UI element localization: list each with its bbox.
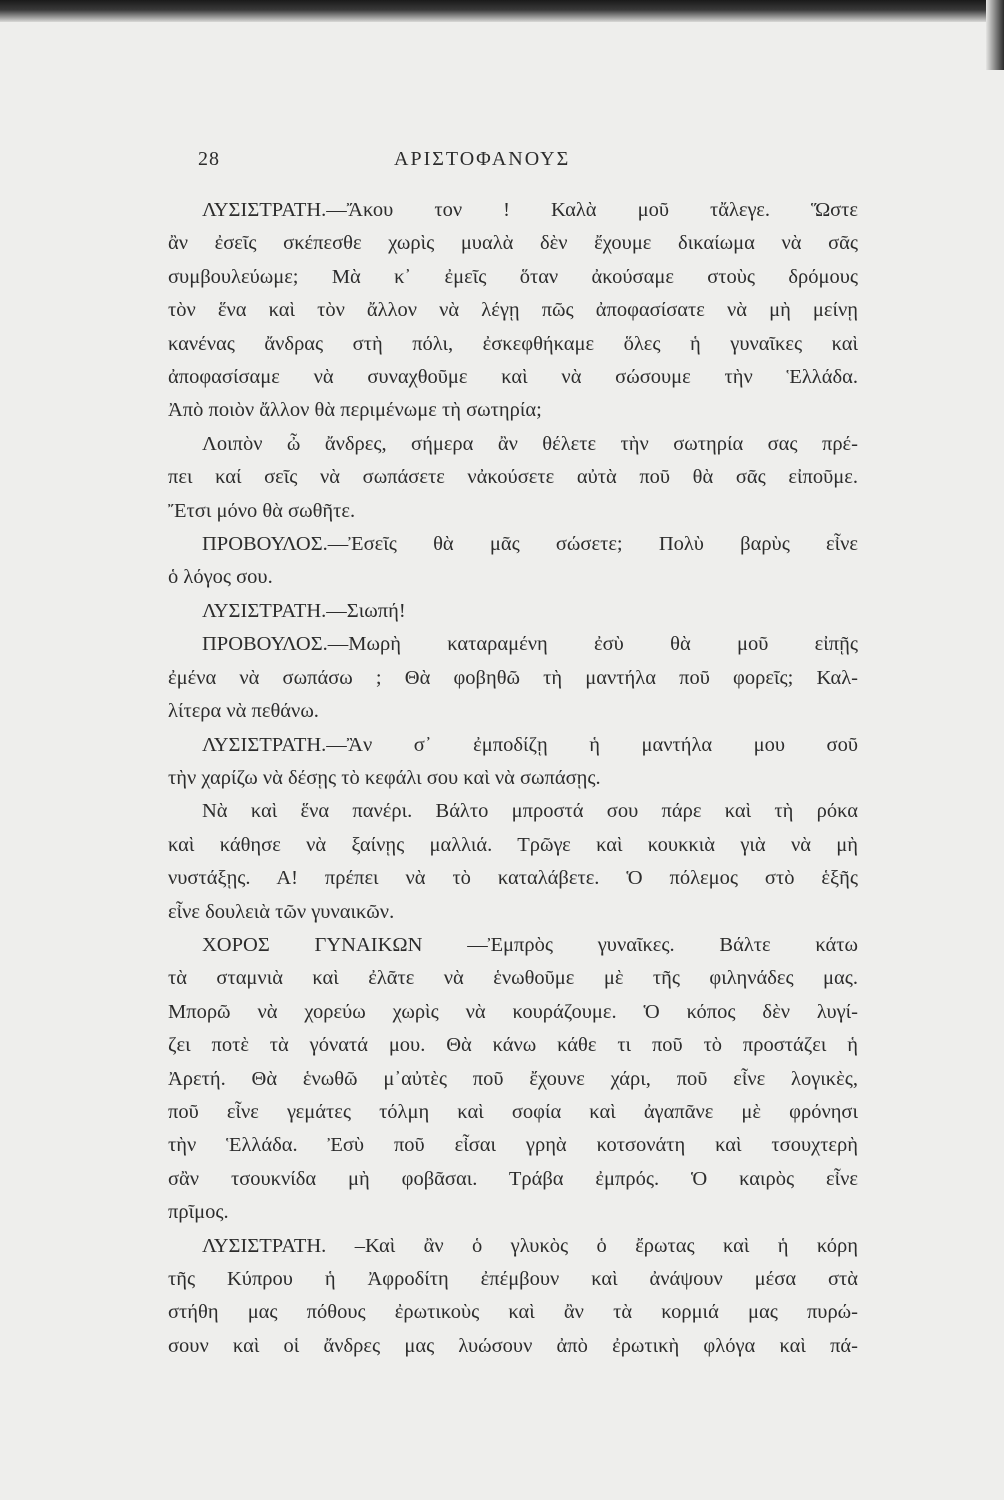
text-line: ΠΡΟΒΟΥΛΟΣ.—Ἐσεῖς θὰ μᾶς σώσετε; Πολὺ βαρὺς εἶνε	[202, 533, 858, 556]
text-line: ὁ λόγος σου.	[168, 566, 273, 589]
text-line: Ἀρετή. Θὰ ἑνωθῶ μ᾽αὐτὲς ποῦ ἔχουνε χάρι, ποῦ εἶνε λογικὲς,	[168, 1067, 858, 1090]
text-line: λίτερα νὰ πεθάνω.	[168, 700, 319, 723]
text-line: καὶ κάθησε νὰ ξαίνῃς μαλλιά. Τρῶγε καὶ κουκκιὰ γιὰ νὰ μὴ	[168, 833, 858, 856]
text-line: ΛΥΣΙΣΤΡΑΤΗ. –Καὶ ἂν ὁ γλυκὸς ὁ ἔρωτας καὶ ἡ κόρη	[202, 1234, 858, 1257]
text-line: Ἔτσι μόνο θὰ σωθῆτε.	[168, 499, 356, 522]
text-line: ποῦ εἶνε γεμάτες τόλμη καὶ σοφία καὶ ἀγαπᾶνε μὲ φρόνησι	[168, 1100, 858, 1123]
book-page	[168, 140, 858, 1363]
text-line: ΧΟΡΟΣ ΓΥΝΑΙΚΩΝ —Ἐμπρὸς γυναῖκες. Βάλτε κάτω	[202, 933, 858, 956]
text-line: τὰ σταμνιὰ καὶ ἐλᾶτε νὰ ἑνωθοῦμε μὲ τῆς φιληνάδες μας.	[168, 967, 858, 990]
text-line: ἀποφασίσαμε νὰ συναχθοῦμε καὶ νὰ σώσουμε τὴν Ἑλλάδα.	[168, 366, 858, 389]
text-line: νυστάξῃς. Α! πρέπει νὰ τὸ καταλάβετε. Ὁ πόλεμος στὸ ἑξῆς	[168, 867, 858, 890]
scan-top-edge	[0, 0, 1004, 22]
text-line: τὴν Ἑλλάδα. Ἐσὺ ποῦ εἶσαι γρηὰ κοτσονάτη καὶ τσουχτερὴ	[168, 1134, 858, 1157]
text-line: Λοιπὸν ὦ ἄνδρες, σήμερα ἂν θέλετε τὴν σωτηρία σας πρέ-	[202, 432, 858, 455]
text-line: ΛΥΣΙΣΤΡΑΤΗ.—Σιωπή!	[202, 599, 406, 622]
text-line: τῆς Κύπρου ἡ Ἀφροδίτη ἐπέμβουν καὶ ἀνάψουν μέσα στὰ	[168, 1268, 858, 1290]
text-line: ΛΥΣΙΣΤΡΑΤΗ.—Ἄκου τον ! Καλὰ μοῦ τἄλεγε. Ὥστε	[202, 199, 858, 221]
text-line: ἐμένα νὰ σωπάσω ; Θὰ φοβηθῶ τὴ μαντήλα ποῦ φορεῖς; Καλ-	[168, 666, 858, 689]
text-line: ζει ποτὲ τὰ γόνατά μου. Θὰ κάνω κάθε τι ποῦ τὸ προστάζει ἡ	[168, 1034, 858, 1057]
text-line: τὸν ἕνα καὶ τὸν ἄλλον νὰ λέγῃ πῶς ἀποφασίσατε νὰ μὴ μείνῃ	[168, 299, 858, 322]
scan-right-edge	[986, 0, 1004, 70]
text-line: ΛΥΣΙΣΤΡΑΤΗ.—Ἂν σ᾽ ἐμποδίζῃ ἡ μαντήλα μου σοῦ	[202, 733, 858, 756]
text-line: εἶνε δουλειὰ τῶν γυναικῶν.	[168, 900, 395, 923]
body-text	[168, 194, 858, 1363]
text-line: τὴν χαρίζω νὰ δέσῃς τὸ κεφάλι σου καὶ νὰ σωπάσῃς.	[168, 766, 601, 789]
text-line: Μπορῶ νὰ χορεύω χωρὶς νὰ κουράζουμε. Ὁ κόπος δὲν λυγί-	[168, 1000, 858, 1023]
text-line: σουν καὶ οἱ ἄνδρες μας λυώσουν ἀπὸ ἐρωτικὴ φλόγα καὶ πά-	[168, 1334, 858, 1357]
text-line: ΠΡΟΒΟΥΛΟΣ.—Μωρὴ καταραμένη ἐσὺ θὰ μοῦ εἰπῇς	[202, 633, 858, 656]
text-line: πει καί σεῖς νὰ σωπάσετε νἀκούσετε αὐτὰ ποῦ θὰ σᾶς εἰποῦμε.	[168, 466, 858, 489]
text-line: κανένας ἄνδρας στὴ πόλι, ἐσκεφθήκαμε ὅλες ἡ γυναῖκες καὶ	[168, 332, 858, 355]
text-line: στήθη μας πόθους ἐρωτικοὺς καὶ ἂν τὰ κορμιά μας πυρώ-	[168, 1301, 858, 1324]
text-line: Νὰ καὶ ἕνα πανέρι. Βάλτο μπροστά σου πάρε καὶ τὴ ρόκα	[202, 800, 858, 823]
text-line: σἂν τσουκνίδα μὴ φοβᾶσαι. Τράβα ἐμπρός. Ὁ καιρὸς εἶνε	[168, 1167, 858, 1190]
page-header	[168, 140, 858, 180]
text-line: πρῖμος.	[168, 1201, 229, 1224]
text-line: ἂν ἐσεῖς σκέπεσθε χωρὶς μυαλὰ δὲν ἔχουμε δικαίωμα νὰ σᾶς	[168, 232, 858, 255]
text-line: Ἀπὸ ποιὸν ἄλλον θὰ περιμένωμε τὴ σωτηρία;	[168, 399, 542, 422]
text-line: συμβουλεύωμε; Μὰ κ᾽ ἐμεῖς ὅταν ἀκούσαμε στοὺς δρόμους	[168, 265, 858, 288]
page-number: 28	[198, 148, 220, 170]
running-title: ΑΡΙΣΤΟΦΑΝΟΥΣ	[394, 148, 571, 170]
